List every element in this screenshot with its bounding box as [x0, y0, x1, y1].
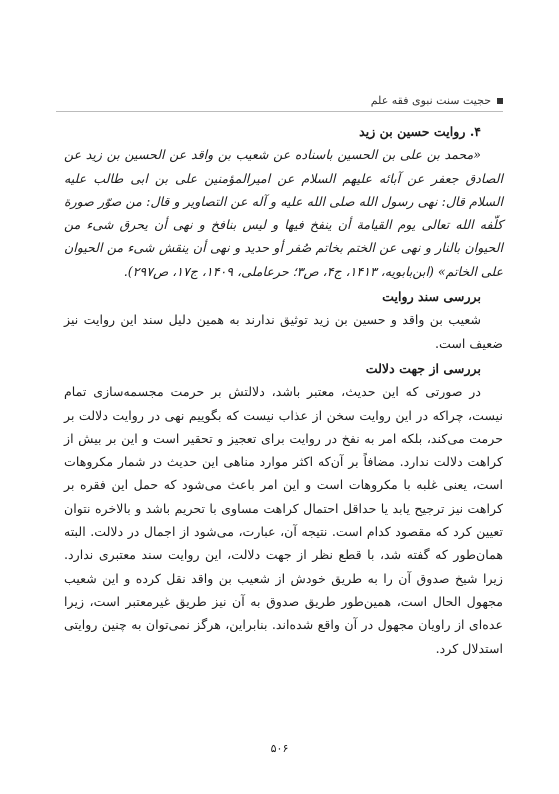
narration-text: «محمد بن علی بن الحسین باسناده عن شعیب بن واقد عن الحسین بن زید عن الصادق جعفر عن آبائه علیهم السلام عن امیرالمؤمنین علی بن ابی طالب علیه السلام قال: نهی رسول الله صلی الله علیه و آله عن التصاویر و قال: من صوّر صورة کلّفه الله تعالی یوم القیامة أن ینفخ فیها و لیس بنافخ و نهی أن یحرق شیء من الحیوان بالنار و نهی عن الختم بخاتم صُفر أو حدید و نهی أن ینقش شیء من الحیوان علی الخاتم» (ابن‌بابویه، ۱۴۱۳، ج۴، ص۳؛ حرعاملی، ۱۴۰۹، ج۱۷، ص۲۹۷). [64, 147, 503, 279]
narration-heading: ۴. روایت حسین بن زید [359, 124, 481, 139]
page-number: ۵۰۶ [270, 742, 289, 755]
dalalat-heading: بررسی از جهت دلالت [365, 360, 481, 376]
header-rule [56, 111, 503, 112]
sanad-heading: بررسی سند روایت [382, 289, 481, 305]
dalalat-text: در صورتی که این حدیث، معتبر باشد، دلالتش بر حرمت مجسمه‌سازی تمام نیست، چراکه در این روایت سخن از عذاب نیست که بگوییم نهی در روایت دلالت بر حرمت می‌کند، بلکه امر به نفخ در روایت برای تعجیز و تحقیر است و این بر بیش از کراهت دلالت ندارد. مضافاً بر آن‌که اکثر موارد مناهی این حدیث در شمار مکروهات است، یعنی غلبه با مکروهات است و این امر باعث می‌شود که حمل این فقره بر کراهت نیز ترجیح یابد یا حداقل احتمال کراهت مساوی با تحریم باشد و بالاخره نتوان تعیین کرد که مقصود کدام است. نتیجه آن، عبارت، می‌شود از اجمال در دلالت. البته همان‌طور که گفته شد، با قطع نظر از جهت دلالت، این روایت سند معتبری ندارد. زیرا شیخ صدوق آن را به طریق خودش از شعیب بن واقد نقل کرده و این شعیب مجهول الحال است، همین‌طور طریق صدوق به آن نیز طریق غیرمعتبر است، زیرا عده‌ای از راویان مجهول در آن واقع شده‌اند. بنابراین، هرگز نمی‌توان به چنین روایتی استدلال کرد. [64, 384, 503, 656]
running-title: حجیت سنت نبوی فقه علم [370, 94, 491, 107]
running-header [371, 94, 503, 107]
sanad-text: شعیب بن واقد و حسین بن زید توثیق ندارند به همین دلیل سند این روایت نیز ضعیف است. [64, 312, 503, 351]
page-body [64, 120, 503, 660]
header-square-icon [497, 98, 503, 104]
